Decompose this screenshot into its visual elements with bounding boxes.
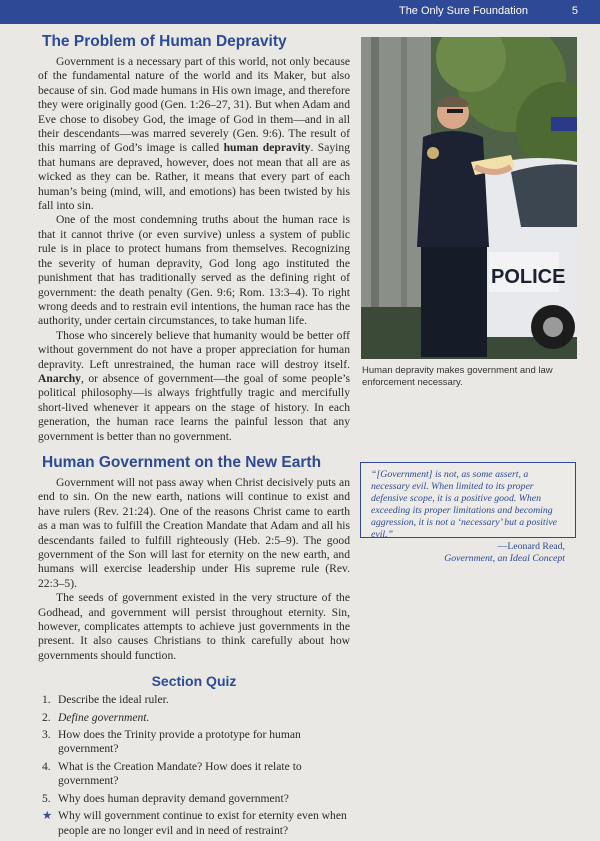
page-number: 5 — [571, 5, 578, 17]
text-run: . Saying that humans are depraved, however, does not mean that all are as wicked as they can be. Rather, it means that every part of each human’s being (mind, will, and emotions) has been twisted by his fall into sin. — [38, 141, 350, 213]
paragraph: The seeds of government existed in the very structure of the Godhead, and government will persist throughout eternity. Sin, however, complicates attempts to achieve just governments in the present. It also causes Christians to think carefully about how governments should function. — [38, 591, 350, 662]
quiz-item-number: 2. — [42, 710, 51, 724]
quiz-item-number: 1. — [42, 693, 51, 707]
quiz-item-text: What is the Creation Mandate? How does it relate to government? — [58, 759, 302, 788]
quiz-item — [42, 693, 350, 707]
paragraph: One of the most condemning truths about the human race is that it cannot thrive (or even survive) unless a system of public rule is in place to protect humans from themselves. Recognizing the severity of human depravity, God long ago instituted the punishment that has traditionally served as the defining right of government: the death penalty (Gen. 9:6; Rom. 13:3–4). To right wrong deeds and to restrain evil intentions, the human race has the authority, under certain circumstances, to take human life. — [38, 213, 350, 328]
quiz-item-text: How does the Trinity provide a prototype for human government? — [58, 728, 301, 756]
quiz-item-text: Describe the ideal ruler. — [58, 693, 169, 707]
main-text-column — [38, 33, 350, 841]
term-anarchy: Anarchy — [38, 371, 81, 385]
quiz-item-number: 4. — [42, 759, 51, 773]
text-run: Government is a necessary part of this world, not only because of the fundamental nature of the world and its Maker, but also because of sin. God made humans in His own image, and therefore they were originally good (Gen. 1:26–27, 31). But when Adam and Eve chose to disobey God, the image of God in them—and in all their descendants—was marred severely (Gen. 9:6). The result of this marring of God’s image is called — [38, 55, 350, 155]
paragraph — [38, 55, 350, 213]
police-officer-illustration — [361, 37, 577, 359]
star-icon: ★ — [42, 809, 53, 823]
quiz-item — [42, 760, 350, 789]
car-police-text: POLICE — [491, 266, 566, 288]
quiz-item-text: Why does human depravity demand government? — [58, 791, 289, 805]
quiz-item-text: Define government. — [58, 710, 150, 724]
running-header — [0, 0, 600, 24]
quote-text: “[Government] is not, as some assert, a necessary evil. When limited to its proper defensive scope, it is a positive good. When exceeding its proper limitations and becoming aggression, it is not a ‘necessary’ but a positive evil.” — [371, 469, 558, 540]
quote-author: —Leonard Read, — [497, 541, 565, 552]
text-run: Those who sincerely believe that humanity would be better off without government do not have a proper appreciation for human depravity. Left unrestrained, the human race will destroy itself. — [38, 328, 350, 371]
quiz-list — [38, 693, 350, 838]
quiz-item — [42, 711, 350, 725]
term-human-depravity: human depravity — [223, 141, 311, 155]
quiz-item-number: 3. — [42, 728, 51, 742]
paragraph — [38, 329, 350, 444]
police-officer-photo — [361, 37, 577, 359]
paragraph: Government will not pass away when Christ decisively puts an end to sin. On the new earth, nations will continue to exist and have rulers (Rev. 21:24). One of the reasons Christ came to earth as a man was to fulfill the Creation Mandate that Adam and all his descendants failed to fulfill righteously (Heb. 2:5–9). The good government of the Son will last for eternity on the new earth, and humans will exercise leadership under His supreme rule (Rev. 22:3–5). — [38, 475, 350, 590]
quiz-title: Section Quiz — [151, 673, 237, 690]
quiz-item — [42, 728, 350, 757]
quiz-item-number: 5. — [42, 791, 51, 805]
section-heading-new-earth: Human Government on the New Earth — [42, 453, 322, 471]
quiz-item — [42, 809, 350, 838]
quiz-item-text: Why will government continue to exist for eternity even when people are no longer evil and in need of restraint? — [58, 809, 347, 837]
running-header-title: The Only Sure Foundation — [398, 5, 528, 17]
text-run: , or absence of government—the goal of some people’s political philosophy—is always frightfully tragic and mercifully short-lived whenever it appears on the stage of history. In each generation, the human race learns the painful lesson that any government is better than no government. — [38, 371, 350, 443]
section-heading-human-depravity: The Problem of Human Depravity — [42, 33, 287, 50]
photo-caption: Human depravity makes government and law enforcement necessary. — [362, 365, 553, 388]
quote-source: Government, an Ideal Concept — [444, 553, 565, 564]
quote-box — [360, 462, 576, 564]
